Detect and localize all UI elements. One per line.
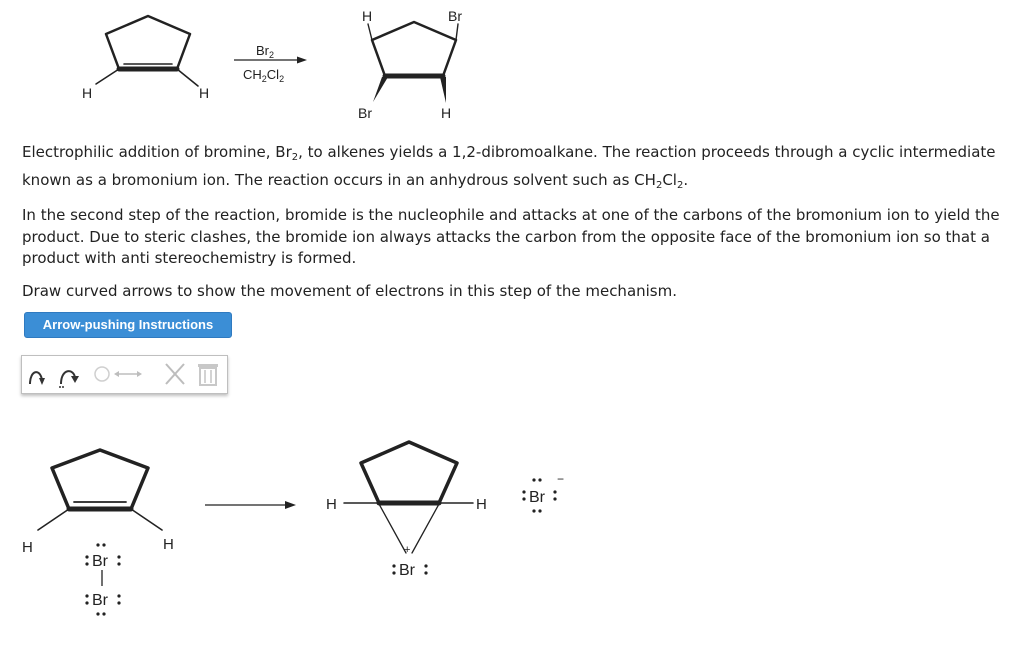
mech-bromonium-h-left: H xyxy=(326,496,337,513)
mech-reaction-arrow xyxy=(205,501,296,509)
curved-arrow-single-icon[interactable] xyxy=(54,356,88,393)
product-dibromide xyxy=(368,22,458,76)
product-wedge-h xyxy=(440,77,446,103)
reagent-solvent: $CH_2Cl_2$ xyxy=(243,67,285,84)
svg-text:Br: Br xyxy=(92,553,108,570)
product-wedge-br xyxy=(373,77,388,102)
product-br-top: Br xyxy=(448,8,462,24)
drawing-toolbar xyxy=(21,355,228,394)
second-step-paragraph: In the second step of the reaction, bromide is the nucleophile and attacks at one of the carbons of the bromonium ion to yield the product. Due to steric clashes, the bromide ion always attacks the carbon from the opposite face of the bromonium ion so that a product with anti stereochemistry is formed. xyxy=(22,206,1000,267)
mech-bromonium-ion xyxy=(344,442,473,553)
product-br-bottom: Br xyxy=(358,105,372,121)
mech-bromonium-charge: + xyxy=(404,544,411,556)
mech-bromide-br: Br xyxy=(529,489,545,506)
intro-paragraph: Electrophilic addition of bromine, $Br_2$, to alkenes yields a 1,2-dibromoalkane. The reaction proceeds through a cyclic intermediate known as a bromonium ion. The reaction occurs in an anhydrous solvent such as $CH_2Cl_2$. xyxy=(22,143,996,191)
mech-bromide-charge: − xyxy=(557,472,565,486)
mech-bromonium-h-right: H xyxy=(476,496,487,513)
product-h-bottom: H xyxy=(441,105,452,121)
product-h-top: H xyxy=(362,8,373,24)
reactant-h-left: H xyxy=(82,85,93,101)
mech-alkene-h-left: H xyxy=(22,539,33,556)
reactant-cyclopentene xyxy=(96,16,198,86)
resonance-arrow-icon[interactable] xyxy=(88,356,158,393)
svg-text:Br: Br xyxy=(92,592,108,609)
reagent-br2: $Br_2$ xyxy=(256,43,275,60)
mech-alkene xyxy=(38,450,162,530)
curved-arrow-pair-icon[interactable] xyxy=(24,356,54,393)
instruction-paragraph: Draw curved arrows to show the movement of electrons in this step of the mechanism. xyxy=(22,282,678,300)
mech-bromonium-br: Br xyxy=(399,562,415,579)
arrow-pushing-instructions-button[interactable]: Arrow-pushing Instructions xyxy=(24,312,232,338)
mechanism-canvas[interactable] xyxy=(0,420,1024,640)
mech-alkene-h-right: H xyxy=(163,536,174,553)
reaction-scheme xyxy=(0,0,1024,130)
mech-bromine-molecule xyxy=(85,543,120,615)
reactant-h-right: H xyxy=(199,85,210,101)
erase-x-icon[interactable] xyxy=(160,356,190,393)
trash-icon[interactable] xyxy=(192,356,222,393)
